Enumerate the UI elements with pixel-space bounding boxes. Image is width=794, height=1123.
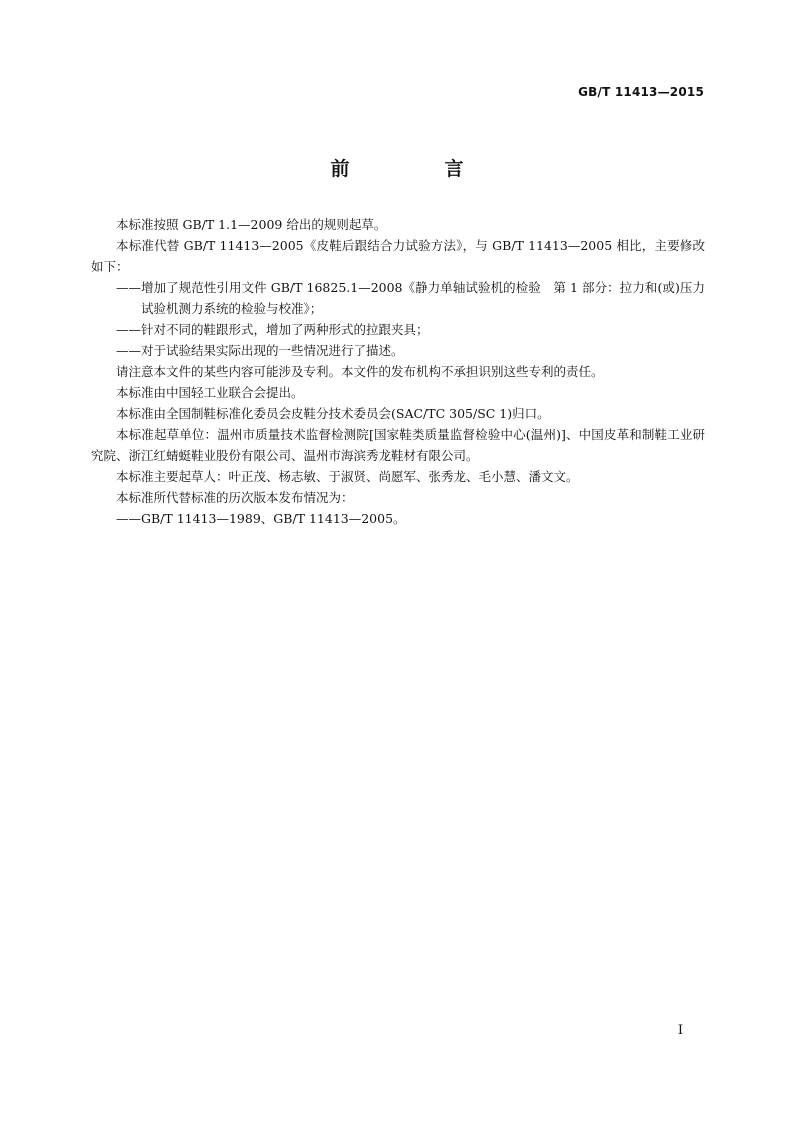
paragraph: 本标准按照 GB/T 1.1—2009 给出的规则起草。 bbox=[116, 217, 387, 232]
page-number: I bbox=[677, 1023, 683, 1038]
document-body bbox=[91, 214, 705, 529]
document-code: GB/T 11413—2015 bbox=[578, 85, 704, 99]
dash-marker: —— bbox=[116, 322, 141, 337]
page-title: 前 言 bbox=[330, 158, 502, 180]
paragraph: 本标准由全国制鞋标准化委员会皮鞋分技术委员会(SAC/TC 305/SC 1)归口。 bbox=[116, 406, 550, 421]
paragraph: 本标准起草单位：温州市质量技术监督检测院[国家鞋类质量监督检验中心(温州)]、中国皮革和制鞋工业研究院、浙江红蜻蜓鞋业股份有限公司、温州市海滨秀龙鞋材有限公司。 bbox=[91, 427, 705, 463]
dash-marker: —— bbox=[116, 343, 141, 358]
list-item bbox=[91, 319, 705, 340]
paragraph: 本标准代替 GB/T 11413—2005《皮鞋后跟结合力试验方法》，与 GB/T 11413—2005 相比，主要修改如下： bbox=[91, 238, 705, 274]
list-item bbox=[91, 277, 705, 319]
list-item bbox=[91, 340, 705, 361]
dash-marker: —— bbox=[116, 511, 141, 526]
list-item-text: GB/T 11413—1989、GB/T 11413—2005。 bbox=[141, 511, 406, 526]
list-item-text: 针对不同的鞋跟形式，增加了两种形式的拉跟夹具； bbox=[141, 322, 429, 337]
paragraph: 本标准由中国轻工业联合会提出。 bbox=[116, 385, 304, 400]
list-item-text: 对于试验结果实际出现的一些情况进行了描述。 bbox=[141, 343, 404, 358]
paragraph: 本标准所代替标准的历次版本发布情况为： bbox=[116, 490, 354, 505]
dash-marker: —— bbox=[116, 280, 141, 295]
paragraph: 本标准主要起草人：叶正茂、杨志敏、于淑贤、尚愿军、张秀龙、毛小慧、潘文文。 bbox=[116, 469, 579, 484]
list-item bbox=[91, 508, 705, 529]
paragraph: 请注意本文件的某些内容可能涉及专利。本文件的发布机构不承担识别这些专利的责任。 bbox=[116, 364, 604, 379]
list-item-text: 增加了规范性引用文件 GB/T 16825.1—2008《静力单轴试验机的检验 第 1 部分：拉力和(或)压力试验机测力系统的检验与校准》； bbox=[141, 280, 705, 316]
